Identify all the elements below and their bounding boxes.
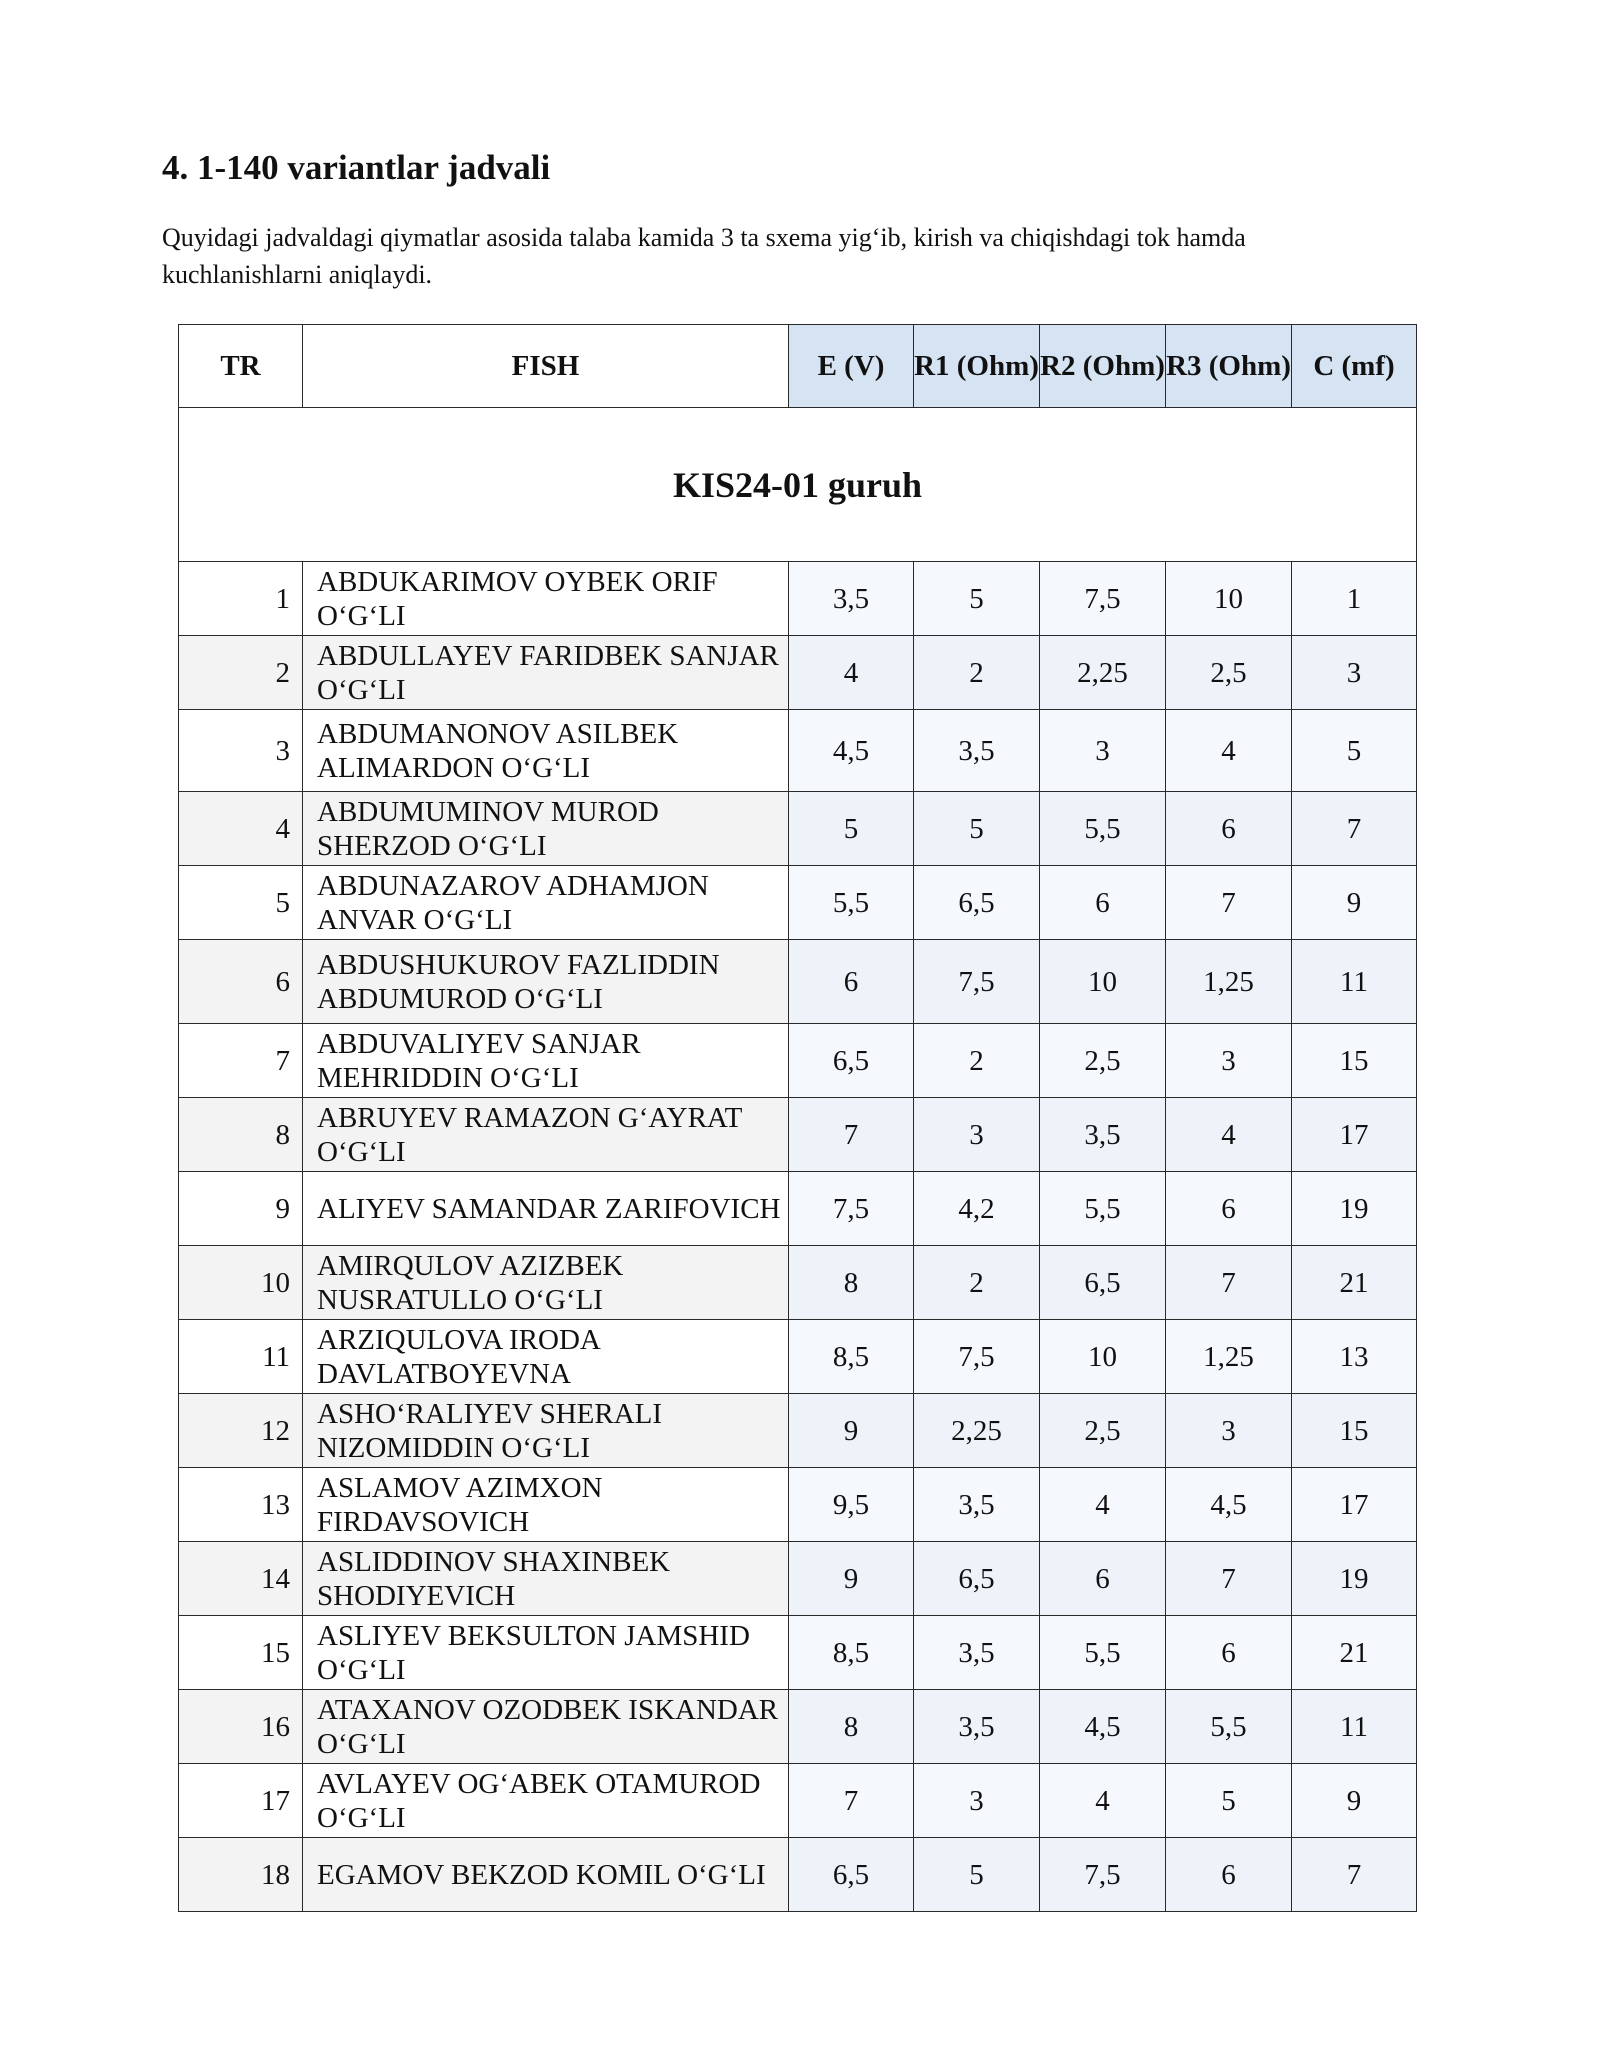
- cell-r2: 4,5: [1040, 1690, 1166, 1764]
- cell-c: 7: [1292, 792, 1417, 866]
- cell-r2: 2,5: [1040, 1394, 1166, 1468]
- cell-tr: 17: [179, 1764, 303, 1838]
- table-header-row: [179, 325, 1417, 408]
- cell-r3: 6: [1166, 1172, 1292, 1246]
- table-row: [179, 1764, 1417, 1838]
- header-tr: TR: [179, 325, 303, 408]
- cell-r1: 3,5: [914, 710, 1040, 792]
- cell-r2: 10: [1040, 1320, 1166, 1394]
- header-fish: FISH: [303, 325, 789, 408]
- cell-tr: 7: [179, 1024, 303, 1098]
- cell-r3: 5,5: [1166, 1690, 1292, 1764]
- cell-e: 4,5: [789, 710, 914, 792]
- cell-r3: 3: [1166, 1394, 1292, 1468]
- cell-e: 7: [789, 1098, 914, 1172]
- table-row: [179, 1468, 1417, 1542]
- cell-fish: ABDUKARIMOV OYBEK ORIF O‘G‘LI: [303, 562, 789, 636]
- group-row: [179, 408, 1417, 562]
- cell-fish: ASLIYEV BEKSULTON JAMSHID O‘G‘LI: [303, 1616, 789, 1690]
- cell-r1: 5: [914, 792, 1040, 866]
- cell-tr: 4: [179, 792, 303, 866]
- cell-r1: 6,5: [914, 866, 1040, 940]
- cell-r2: 10: [1040, 940, 1166, 1024]
- cell-c: 21: [1292, 1616, 1417, 1690]
- cell-r3: 1,25: [1166, 940, 1292, 1024]
- cell-fish: ALIYEV SAMANDAR ZARIFOVICH: [303, 1172, 789, 1246]
- table-row: [179, 1098, 1417, 1172]
- cell-fish: ARZIQULOVA IRODA DAVLATBOYEVNA: [303, 1320, 789, 1394]
- header-r2: R2 (Ohm): [1040, 325, 1166, 408]
- table-row: [179, 1542, 1417, 1616]
- cell-c: 15: [1292, 1394, 1417, 1468]
- cell-fish: ABDUVALIYEV SANJAR MEHRIDDIN O‘G‘LI: [303, 1024, 789, 1098]
- cell-r2: 5,5: [1040, 792, 1166, 866]
- cell-c: 9: [1292, 1764, 1417, 1838]
- cell-c: 3: [1292, 636, 1417, 710]
- cell-fish: ABDUSHUKUROV FAZLIDDIN ABDUMUROD O‘G‘LI: [303, 940, 789, 1024]
- cell-e: 6,5: [789, 1838, 914, 1912]
- cell-fish: AVLAYEV OG‘ABEK OTAMUROD O‘G‘LI: [303, 1764, 789, 1838]
- table-row: [179, 1394, 1417, 1468]
- cell-r1: 5: [914, 562, 1040, 636]
- table-row: [179, 1690, 1417, 1764]
- cell-r1: 7,5: [914, 1320, 1040, 1394]
- table-row: [179, 792, 1417, 866]
- cell-fish: ABDULLAYEV FARIDBEK SANJAR O‘G‘LI: [303, 636, 789, 710]
- cell-c: 15: [1292, 1024, 1417, 1098]
- cell-r2: 7,5: [1040, 562, 1166, 636]
- cell-c: 11: [1292, 940, 1417, 1024]
- table-row: [179, 710, 1417, 792]
- cell-r3: 3: [1166, 1024, 1292, 1098]
- cell-fish: ASLIDDINOV SHAXINBEK SHODIYEVICH: [303, 1542, 789, 1616]
- cell-r1: 3: [914, 1764, 1040, 1838]
- cell-c: 1: [1292, 562, 1417, 636]
- cell-r2: 5,5: [1040, 1172, 1166, 1246]
- table-row: [179, 562, 1417, 636]
- table-row: [179, 1616, 1417, 1690]
- cell-fish: ASLAMOV AZIMXON FIRDAVSOVICH: [303, 1468, 789, 1542]
- cell-fish: ABRUYEV RAMAZON G‘AYRAT O‘G‘LI: [303, 1098, 789, 1172]
- cell-e: 7: [789, 1764, 914, 1838]
- cell-e: 5,5: [789, 866, 914, 940]
- cell-tr: 16: [179, 1690, 303, 1764]
- table-row: [179, 1246, 1417, 1320]
- header-e: E (V): [789, 325, 914, 408]
- cell-c: 13: [1292, 1320, 1417, 1394]
- cell-e: 8,5: [789, 1320, 914, 1394]
- cell-r3: 5: [1166, 1764, 1292, 1838]
- cell-r1: 6,5: [914, 1542, 1040, 1616]
- cell-tr: 5: [179, 866, 303, 940]
- cell-r1: 2,25: [914, 1394, 1040, 1468]
- header-r1: R1 (Ohm): [914, 325, 1040, 408]
- table-row: [179, 940, 1417, 1024]
- cell-e: 9: [789, 1394, 914, 1468]
- table-row: [179, 1838, 1417, 1912]
- cell-c: 17: [1292, 1468, 1417, 1542]
- table-row: [179, 1024, 1417, 1098]
- cell-e: 8: [789, 1690, 914, 1764]
- cell-r3: 2,5: [1166, 636, 1292, 710]
- cell-r3: 1,25: [1166, 1320, 1292, 1394]
- cell-r1: 7,5: [914, 940, 1040, 1024]
- cell-e: 6: [789, 940, 914, 1024]
- cell-e: 9,5: [789, 1468, 914, 1542]
- table-row: [179, 1172, 1417, 1246]
- variants-table: [178, 324, 1417, 1912]
- cell-c: 7: [1292, 1838, 1417, 1912]
- intro-paragraph: Quyidagi jadvaldagi qiymatlar asosida talaba kamida 3 ta sxema yig‘ib, kirish va chiqishdagi tok hamda kuchlanishlarni aniqlaydi.: [162, 223, 1246, 289]
- cell-fish: ABDUNAZAROV ADHAMJON ANVAR O‘G‘LI: [303, 866, 789, 940]
- cell-r2: 6: [1040, 1542, 1166, 1616]
- cell-fish: EGAMOV BEKZOD KOMIL O‘G‘LI: [303, 1838, 789, 1912]
- cell-c: 17: [1292, 1098, 1417, 1172]
- cell-e: 8: [789, 1246, 914, 1320]
- cell-tr: 12: [179, 1394, 303, 1468]
- cell-r2: 7,5: [1040, 1838, 1166, 1912]
- cell-r1: 2: [914, 1024, 1040, 1098]
- cell-r2: 6: [1040, 866, 1166, 940]
- table-body: [179, 562, 1417, 1912]
- cell-r2: 4: [1040, 1468, 1166, 1542]
- cell-tr: 9: [179, 1172, 303, 1246]
- cell-c: 9: [1292, 866, 1417, 940]
- cell-r1: 3,5: [914, 1690, 1040, 1764]
- cell-tr: 3: [179, 710, 303, 792]
- cell-r1: 5: [914, 1838, 1040, 1912]
- cell-r1: 2: [914, 1246, 1040, 1320]
- cell-c: 19: [1292, 1542, 1417, 1616]
- cell-r1: 3,5: [914, 1468, 1040, 1542]
- cell-c: 19: [1292, 1172, 1417, 1246]
- cell-r3: 4: [1166, 1098, 1292, 1172]
- cell-tr: 2: [179, 636, 303, 710]
- cell-c: 5: [1292, 710, 1417, 792]
- header-c: C (mf): [1292, 325, 1417, 408]
- cell-r1: 2: [914, 636, 1040, 710]
- cell-fish: AMIRQULOV AZIZBEK NUSRATULLO O‘G‘LI: [303, 1246, 789, 1320]
- cell-r3: 6: [1166, 1616, 1292, 1690]
- cell-tr: 13: [179, 1468, 303, 1542]
- cell-r3: 10: [1166, 562, 1292, 636]
- cell-r3: 4,5: [1166, 1468, 1292, 1542]
- cell-tr: 8: [179, 1098, 303, 1172]
- cell-r1: 3: [914, 1098, 1040, 1172]
- cell-r3: 4: [1166, 710, 1292, 792]
- section-heading: 4. 1-140 variantlar jadvali: [162, 148, 551, 187]
- cell-tr: 6: [179, 940, 303, 1024]
- cell-r2: 2,5: [1040, 1024, 1166, 1098]
- cell-e: 8,5: [789, 1616, 914, 1690]
- cell-r3: 6: [1166, 792, 1292, 866]
- table-row: [179, 1320, 1417, 1394]
- cell-r3: 7: [1166, 866, 1292, 940]
- cell-r3: 7: [1166, 1246, 1292, 1320]
- header-r3: R3 (Ohm): [1166, 325, 1292, 408]
- cell-tr: 10: [179, 1246, 303, 1320]
- cell-fish: ATAXANOV OZODBEK ISKANDAR O‘G‘LI: [303, 1690, 789, 1764]
- cell-e: 4: [789, 636, 914, 710]
- cell-e: 7,5: [789, 1172, 914, 1246]
- cell-e: 3,5: [789, 562, 914, 636]
- cell-tr: 18: [179, 1838, 303, 1912]
- cell-r1: 3,5: [914, 1616, 1040, 1690]
- cell-tr: 15: [179, 1616, 303, 1690]
- cell-r2: 4: [1040, 1764, 1166, 1838]
- cell-tr: 14: [179, 1542, 303, 1616]
- cell-fish: ABDUMANONOV ASILBEK ALIMARDON O‘G‘LI: [303, 710, 789, 792]
- cell-r3: 7: [1166, 1542, 1292, 1616]
- cell-r1: 4,2: [914, 1172, 1040, 1246]
- group-label: KIS24-01 guruh: [179, 408, 1417, 562]
- cell-tr: 11: [179, 1320, 303, 1394]
- cell-r2: 3,5: [1040, 1098, 1166, 1172]
- cell-e: 6,5: [789, 1024, 914, 1098]
- cell-e: 5: [789, 792, 914, 866]
- table-row: [179, 636, 1417, 710]
- table-row: [179, 866, 1417, 940]
- cell-e: 9: [789, 1542, 914, 1616]
- cell-c: 21: [1292, 1246, 1417, 1320]
- cell-r2: 3: [1040, 710, 1166, 792]
- cell-tr: 1: [179, 562, 303, 636]
- cell-fish: ASHO‘RALIYEV SHERALI NIZOMIDDIN O‘G‘LI: [303, 1394, 789, 1468]
- cell-r2: 6,5: [1040, 1246, 1166, 1320]
- cell-c: 11: [1292, 1690, 1417, 1764]
- cell-fish: ABDUMUMINOV MUROD SHERZOD O‘G‘LI: [303, 792, 789, 866]
- cell-r2: 5,5: [1040, 1616, 1166, 1690]
- cell-r3: 6: [1166, 1838, 1292, 1912]
- cell-r2: 2,25: [1040, 636, 1166, 710]
